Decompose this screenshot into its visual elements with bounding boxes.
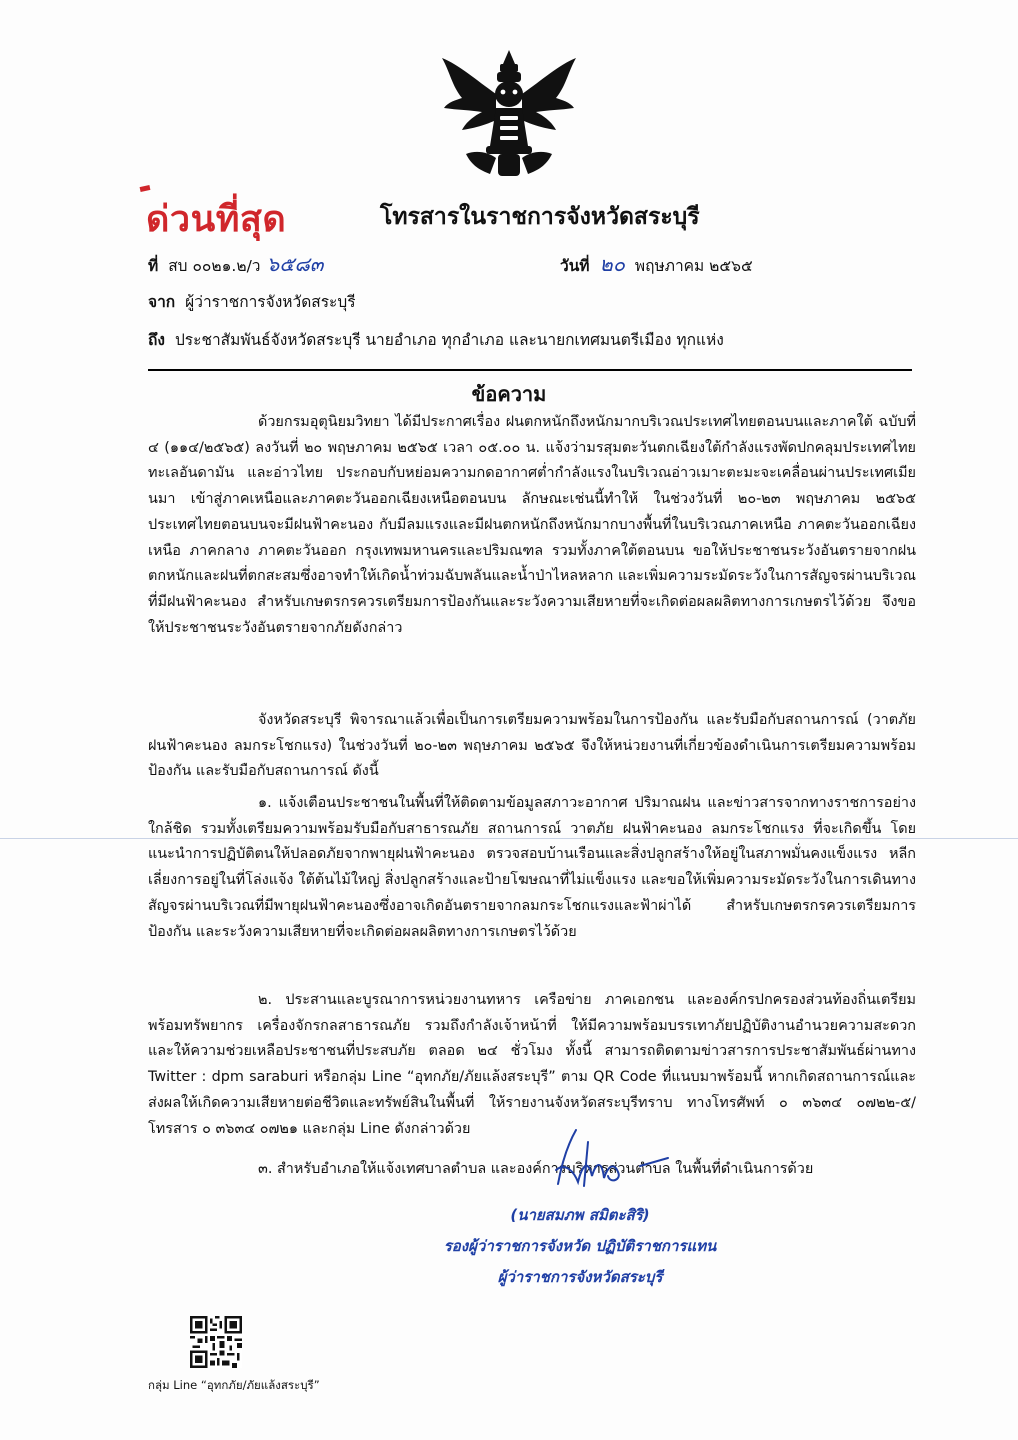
ref-number: สบ ๐๐๒๑.๒/ว	[168, 257, 261, 275]
ref-label: ที่	[148, 257, 159, 275]
signer-name: (นายสมภพ สมิตะสิริ)	[510, 1206, 650, 1224]
from-line	[148, 289, 356, 314]
item-3: ๓. สำหรับอำเภอให้แจ้งเทศบาลตำบล และองค์การบริหารส่วนตำบล ในพื้นที่ดำเนินการด้วย	[258, 1161, 814, 1177]
garuda-emblem-icon	[436, 50, 582, 182]
signer-office: ผู้ว่าราชการจังหวัดสระบุรี	[497, 1268, 663, 1286]
from-label: จาก	[148, 293, 176, 311]
date-line	[560, 248, 753, 280]
reference-line	[148, 248, 323, 280]
ref-handwritten: ๖๕๘๓	[266, 252, 324, 276]
item-2: ๒. ประสานและบูรณาการหน่วยงานทหาร เครือข่าย ภาคเอกชน และองค์กรปกครองส่วนท้องถิ่นเตรียมพร้อมทรัพยากร เครื่องจักรกลสาธารณภัย รวมถึงกำลังเจ้าหน้าที่ ให้มีความพร้อมบรรเทาภัยปฏิบัติงานอำนวยความสะดวก และให้ความช่วยเหลือประชาชนที่ประสบภัย ตลอด ๒๔ ชั่วโมง ทั้งนี้ สามารถติดตามข่าวสารการประชาสัมพันธ์ผ่านทาง Twitter : dpm saraburi หรือกลุ่ม Line “อุทกภัย/ภัยแล้งสระบุรี” ตาม QR Code ที่แนบมาพร้อมนี้ หากเกิดสถานการณ์และส่งผลให้เกิดความเสียหายต่อชีวิตและทรัพย์สินในพื้นที่ ให้รายงานจังหวัดสระบุรีทราบ ทางโทรศัพท์ ๐ ๓๖๓๔ ๐๗๒๒-๕/โทรสาร ๐ ๓๖๓๔ ๐๗๒๑ และกลุ่ม Line ดังกล่าวด้วย	[148, 992, 916, 1137]
to-label: ถึง	[148, 331, 165, 349]
qr-code-icon[interactable]	[190, 1316, 242, 1368]
qr-caption: กลุ่ม Line “อุทกภัย/ภัยแล้งสระบุรี”	[148, 1378, 320, 1392]
urgency-stamp: ด่วนที่สุด	[146, 199, 287, 240]
handwritten-signature-icon	[548, 1122, 678, 1192]
item-1: ๑. แจ้งเตือนประชาชนในพื้นที่ให้ติดตามข้อมูลสภาวะอากาศ ปริมาณฝน และข่าวสารจากทางราชการอย่างใกล้ชิด รวมทั้งเตรียมความพร้อมรับมือกับสาธารณภัย สถานการณ์ วาตภัย ฝนฟ้าคะนอง ลมกระโชกแรง ที่จะเกิดขึ้น โดยแนะนำการปฏิบัติตนให้ปลอดภัยจากพายุฝนฟ้าคะนอง ตรวจสอบบ้านเรือนและสิ่งปลูกสร้างให้อยู่ในสภาพมั่นคงแข็งแรง หลีกเลี่ยงการอยู่ในที่โล่งแจ้ง ใต้ต้นไม้ใหญ่ สิ่งปลูกสร้างและป้ายโฆษณาที่ไม่แข็งแรง และขอให้เพิ่มความระมัดระวังในการเดินทางสัญจรผ่านบริเวณที่มีพายุฝนฟ้าคะนองซึ่งอาจเกิดอันตรายจากลมกระโชกแรงและฟ้าผ่าได้ สำหรับเกษตรกรควรเตรียมการป้องกัน และระวังความเสียหายที่จะเกิดต่อผลผลิตทางการเกษตรไว้ด้วย	[148, 795, 916, 940]
date-month-year: พฤษภาคม ๒๕๖๕	[634, 257, 753, 275]
from-value: ผู้ว่าราชการจังหวัดสระบุรี	[185, 293, 356, 311]
date-label: วันที่	[560, 257, 590, 275]
header-divider	[148, 369, 912, 371]
to-value: ประชาสัมพันธ์จังหวัดสระบุรี นายอำเภอ ทุกอำเภอ และนายกเทศมนตรีเมือง ทุกแห่ง	[174, 331, 724, 349]
to-line	[148, 327, 724, 352]
signer-position: รองผู้ว่าราชการจังหวัด ปฏิบัติราชการแทน	[443, 1237, 717, 1255]
document-title: โทรสารในราชการจังหวัดสระบุรี	[380, 204, 700, 230]
paragraph-2: จังหวัดสระบุรี พิจารณาแล้วเพื่อเป็นการเตรียมความพร้อมในการป้องกัน และรับมือกับสถานการณ์ (วาตภัย ฝนฟ้าคะนอง ลมกระโชกแรง) ในช่วงวันที่ ๒๐-๒๓ พฤษภาคม ๒๕๖๕ จึงให้หน่วยงานที่เกี่ยวข้องดำเนินการเตรียมความพร้อมป้องกัน และรับมือกับสถานการณ์ ดังนี้	[148, 712, 916, 780]
paragraph-1: ด้วยกรมอุตุนิยมวิทยา ได้มีประกาศเรื่อง ฝนตกหนักถึงหนักมากบริเวณประเทศไทยตอนบนและภาคใต้ ฉบับที่ ๔ (๑๑๔/๒๕๖๕) ลงวันที่ ๒๐ พฤษภาคม ๒๕๖๕ เวลา ๐๕.๐๐ น. แจ้งว่ามรสุมตะวันตกเฉียงใต้กำลังแรงพัดปกคลุมประเทศไทย ทะเลอันดามัน และอ่าวไทย ประกอบกับหย่อมความกดอากาศต่ำกำลังแรงในบริเวณอ่าวเมาะตะมะจะเคลื่อนผ่านประเทศเมียนมา เข้าสู่ภาคเหนือและภาคตะวันออกเฉียงเหนือตอนบน ลักษณะเช่นนี้ทำให้ ในช่วงวันที่ ๒๐-๒๓ พฤษภาคม ๒๕๖๕ ประเทศไทยตอนบนจะมีฝนฟ้าคะนอง กับมีลมแรงและมีฝนตกหนักถึงหนักมากบางพื้นที่ในบริเวณภาคเหนือ ภาคตะวันออกเฉียงเหนือ ภาคกลาง ภาคตะวันออก กรุงเทพมหานครและปริมณฑล รวมทั้งภาคใต้ตอนบน ขอให้ประชาชนระวังอันตรายจากฝนตกหนักและฝนที่ตกสะสมซึ่งอาจทำให้เกิดน้ำท่วมฉับพลันและน้ำป่าไหลหลาก และเพิ่มความระมัดระวังในการสัญจรผ่านบริเวณที่มีฝนฟ้าคะนอง สำหรับเกษตรกรควรเตรียมการป้องกันและระวังความเสียหายที่จะเกิดต่อผลผลิตทางการเกษตรไว้ด้วย จึงขอให้ประชาชนระวังอันตรายจากภัยดังกล่าว	[148, 414, 916, 636]
message-heading: ข้อความ	[471, 382, 547, 406]
date-day-handwritten: ๒๐	[599, 252, 625, 276]
